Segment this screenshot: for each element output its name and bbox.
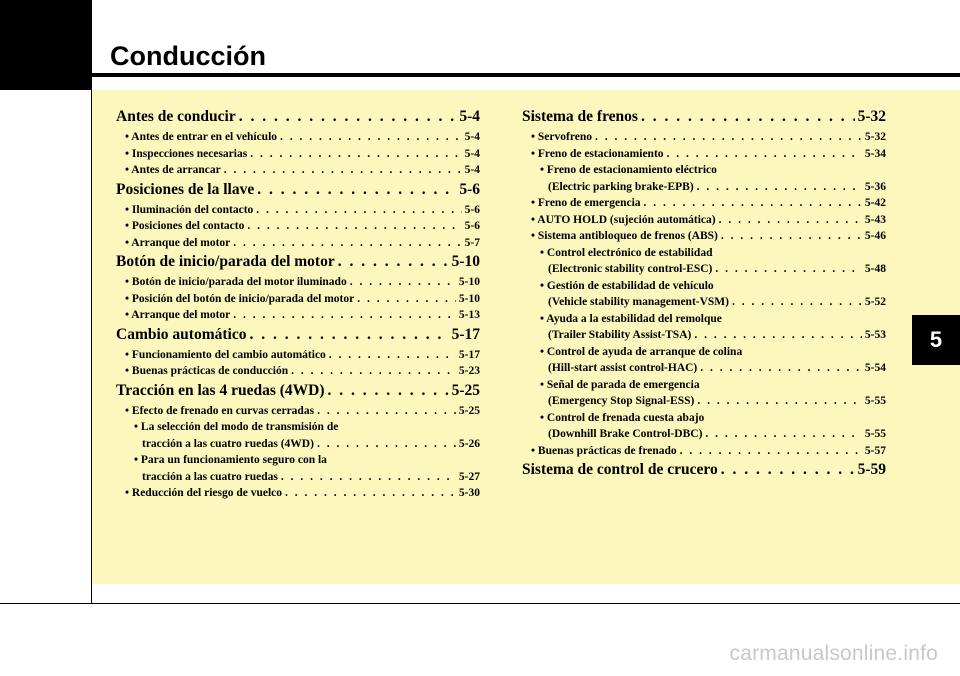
- toc-entry-text: • Efecto de frenado en curvas cerradas: [125, 404, 315, 417]
- toc-page-number: 5-26: [458, 437, 480, 450]
- toc-entry-text: • Freno de emergencia: [531, 197, 641, 209]
- dot-leader: [317, 405, 456, 417]
- dot-leader: [357, 293, 456, 305]
- chapter-tab[interactable]: 5: [912, 315, 960, 365]
- toc-entry[interactable]: [522, 263, 886, 280]
- toc-page-number: 5-30: [458, 487, 480, 499]
- toc-entry-text: (Emergency Stop Signal-ESS): [548, 395, 695, 407]
- dot-leader: [329, 349, 456, 361]
- toc-page-number: 5-4: [464, 164, 480, 176]
- toc-entry-text: • Buenas prácticas de frenado: [531, 444, 677, 457]
- toc-entry[interactable]: [116, 237, 480, 254]
- toc-entry-text: Posiciones de la llave: [116, 180, 255, 198]
- dot-leader: [317, 438, 456, 450]
- toc-entry[interactable]: [522, 197, 886, 214]
- toc-entry-text: (Hill-start assist control-HAC): [548, 362, 698, 374]
- toc-page-number: 5-46: [864, 230, 886, 242]
- toc-page-number: 5-6: [464, 203, 480, 216]
- toc-page-number: 5-57: [864, 444, 886, 457]
- toc-column-left: [116, 108, 480, 504]
- toc-page-number: 5-10: [458, 292, 480, 305]
- toc-page-number: 5-54: [864, 362, 886, 374]
- toc-entry-text: • Ayuda a la estabilidad del remolque: [540, 312, 722, 325]
- toc-entry-text: Sistema de frenos: [522, 108, 638, 125]
- dot-leader: [644, 197, 862, 209]
- watermark: carmanualsonline.info: [729, 642, 938, 665]
- toc-entry-text: • Freno de estacionamiento: [531, 147, 664, 160]
- toc-entry[interactable]: [522, 379, 886, 396]
- toc-page-number: 5-36: [864, 180, 886, 193]
- dot-leader: [697, 395, 862, 407]
- dot-leader: [697, 181, 862, 193]
- toc-entry-text: (Trailer Stability Assist-TSA): [548, 329, 692, 341]
- dot-leader: [233, 237, 461, 249]
- toc-page-number: 5-52: [864, 296, 886, 308]
- toc-entry-text: (Electric parking brake-EPB): [548, 180, 694, 193]
- toc-entry[interactable]: [522, 280, 886, 297]
- dot-leader: [715, 263, 862, 275]
- toc-entry-text: Antes de conducir: [116, 108, 236, 125]
- dot-leader: [250, 148, 461, 160]
- dot-leader: [705, 428, 862, 440]
- toc-entry[interactable]: [116, 405, 480, 422]
- toc-page-number: 5-4: [459, 108, 480, 125]
- toc-page-number: 5-7: [464, 236, 480, 249]
- title-rule: [92, 73, 960, 77]
- toc-entry-text: • Antes de entrar en el vehículo: [125, 131, 278, 143]
- toc-page-number: 5-42: [864, 197, 886, 209]
- page-title: Conducción: [110, 41, 266, 71]
- toc-entry[interactable]: [522, 296, 886, 313]
- toc-entry-text: • Freno de estacionamiento eléctrico: [540, 164, 717, 176]
- dot-leader: [641, 108, 855, 126]
- dot-leader: [680, 445, 862, 457]
- toc-entry-text: Tracción en las 4 ruedas (4WD): [116, 381, 325, 399]
- toc-entry[interactable]: [116, 293, 480, 310]
- toc-entry-text: • Arranque del motor: [125, 236, 231, 249]
- toc-entry-text: (Downhill Brake Control-DBC): [548, 428, 703, 440]
- toc-entry[interactable]: [522, 164, 886, 181]
- toc-entry[interactable]: [522, 346, 886, 363]
- toc-entry[interactable]: [116, 181, 480, 204]
- dot-leader: [721, 230, 862, 242]
- toc-entry[interactable]: [522, 395, 886, 412]
- toc-page-number: 5-43: [864, 213, 886, 226]
- toc-entry-text: • Sistema antibloqueo de frenos (ABS): [531, 230, 718, 242]
- toc-entry[interactable]: [522, 181, 886, 198]
- toc-entry-text: • Servofreno: [531, 131, 592, 143]
- toc-entry[interactable]: [522, 362, 886, 379]
- toc-page-number: 5-17: [451, 325, 480, 343]
- dot-leader: [719, 214, 862, 226]
- toc-page-number: 5-34: [864, 147, 886, 160]
- toc-page-number: 5-32: [864, 131, 886, 143]
- dot-leader: [291, 365, 456, 377]
- dot-leader: [280, 131, 462, 143]
- footer-rule: [0, 603, 960, 604]
- toc-entry-text: • La selección del modo de transmisión de: [134, 421, 339, 433]
- toc-page-number: 5-17: [458, 348, 480, 361]
- toc-entry[interactable]: [522, 313, 886, 330]
- toc-entry-text: Cambio automático: [116, 325, 247, 343]
- toc-entry[interactable]: [116, 148, 480, 165]
- dot-leader: [233, 309, 456, 321]
- toc-entry[interactable]: [522, 148, 886, 165]
- toc-page-number: 5-10: [451, 253, 480, 270]
- toc-entry[interactable]: [116, 326, 480, 349]
- dot-leader: [595, 131, 862, 143]
- toc-entry[interactable]: [116, 276, 480, 293]
- toc-entry[interactable]: [522, 428, 886, 445]
- toc-entry-text: • Control electrónico de estabilidad: [540, 246, 713, 259]
- toc-page-number: 5-55: [864, 428, 886, 440]
- toc-page-number: 5-55: [864, 395, 886, 407]
- toc-entry-text: tracción a las cuatro ruedas (4WD): [142, 437, 314, 450]
- toc-entry-text: • Control de ayuda de arranque de colina: [540, 345, 743, 358]
- toc-entry-text: • Control de frenada cuesta abajo: [540, 411, 705, 424]
- toc-page-number: 5-23: [458, 365, 480, 377]
- toc-entry-text: • Botón de inicio/parada del motor iluminado: [125, 276, 347, 288]
- toc-entry[interactable]: [522, 230, 886, 247]
- toc-page-number: 5-25: [451, 381, 480, 399]
- toc-entry[interactable]: [522, 108, 886, 131]
- toc-page-number: 5-6: [459, 180, 480, 198]
- toc-entry-text: • Reducción del riesgo de vuelco: [125, 487, 283, 499]
- toc-entry[interactable]: [522, 461, 886, 484]
- toc-page-number: 5-32: [857, 108, 886, 125]
- toc-entry-text: Botón de inicio/parada del motor: [116, 253, 335, 270]
- toc-entry-text: • Inspecciones necesarias: [125, 147, 248, 160]
- dot-leader: [249, 326, 448, 344]
- toc-entry[interactable]: [116, 108, 480, 131]
- toc-entry[interactable]: [522, 247, 886, 264]
- toc-entry[interactable]: [522, 329, 886, 346]
- dot-leader: [224, 164, 462, 176]
- toc-page-number: 5-13: [458, 309, 480, 321]
- toc-entry-text: • Posición del botón de inicio/parada del motor: [125, 292, 355, 305]
- toc-entry[interactable]: [116, 253, 480, 276]
- toc-entry[interactable]: [522, 214, 886, 231]
- toc-entry[interactable]: [116, 164, 480, 181]
- dot-leader: [239, 108, 457, 126]
- toc-entry[interactable]: [522, 131, 886, 148]
- toc-entry[interactable]: [116, 487, 480, 504]
- toc-entry-text: • Funcionamiento del cambio automático: [125, 348, 326, 361]
- toc-entry[interactable]: [116, 365, 480, 382]
- toc-entry[interactable]: [116, 131, 480, 148]
- toc-page-number: 5-53: [864, 329, 886, 341]
- toc-entry-text: • Señal de parada de emergencia: [540, 378, 700, 391]
- toc-entry-text: • Antes de arrancar: [125, 164, 221, 176]
- toc-entry[interactable]: [116, 220, 480, 237]
- toc-entry[interactable]: [116, 204, 480, 221]
- toc-entry[interactable]: [116, 454, 480, 471]
- toc-entry-text: • Posiciones del contacto: [125, 220, 245, 232]
- dot-leader: [721, 461, 855, 479]
- dot-leader: [257, 181, 456, 199]
- toc-entry[interactable]: [116, 349, 480, 366]
- dot-leader: [338, 253, 449, 271]
- toc-entry-text: • Iluminación del contacto: [125, 203, 254, 216]
- toc-entry[interactable]: [116, 471, 480, 488]
- dot-leader: [700, 362, 862, 374]
- toc-entry-text: • Arranque del motor: [125, 309, 231, 321]
- dot-leader: [285, 487, 456, 499]
- toc-entry-text: • Para un funcionamiento seguro con la: [134, 454, 327, 466]
- toc-entry[interactable]: [522, 445, 886, 462]
- toc-entry-text: (Electronic stability control-ESC): [548, 263, 713, 275]
- toc-page-number: 5-10: [458, 276, 480, 288]
- toc-page-number: 5-6: [464, 220, 480, 232]
- dot-leader: [694, 329, 862, 341]
- toc-page-number: 5-25: [458, 404, 480, 417]
- toc-entry[interactable]: [116, 382, 480, 405]
- dot-leader: [667, 148, 862, 160]
- toc-entry-text: Sistema de control de crucero: [522, 461, 718, 478]
- toc-entry-text: • Buenas prácticas de conducción: [125, 365, 289, 377]
- toc-entry[interactable]: [522, 412, 886, 429]
- toc-column-right: [522, 108, 886, 484]
- toc-page-number: 5-4: [464, 147, 480, 160]
- corner-block: [0, 0, 91, 90]
- toc-page-number: 5-59: [857, 461, 886, 478]
- toc-page-number: 5-48: [864, 263, 886, 275]
- toc-entry-text: • AUTO HOLD (sujeción automática): [531, 213, 716, 226]
- dot-leader: [328, 382, 449, 400]
- dot-leader: [732, 296, 862, 308]
- dot-leader: [247, 220, 461, 232]
- toc-entry[interactable]: [116, 421, 480, 438]
- toc-page-number: 5-27: [458, 470, 480, 483]
- toc-entry[interactable]: [116, 438, 480, 455]
- dot-leader: [281, 471, 456, 483]
- toc-entry-text: tracción a las cuatro ruedas: [142, 470, 278, 483]
- dot-leader: [350, 276, 456, 288]
- dot-leader: [256, 204, 461, 216]
- toc-entry-text: (Vehicle stability management-VSM): [548, 296, 729, 308]
- toc-page-number: 5-4: [464, 131, 480, 143]
- toc-entry[interactable]: [116, 309, 480, 326]
- toc-entry-text: • Gestión de estabilidad de vehículo: [540, 279, 714, 292]
